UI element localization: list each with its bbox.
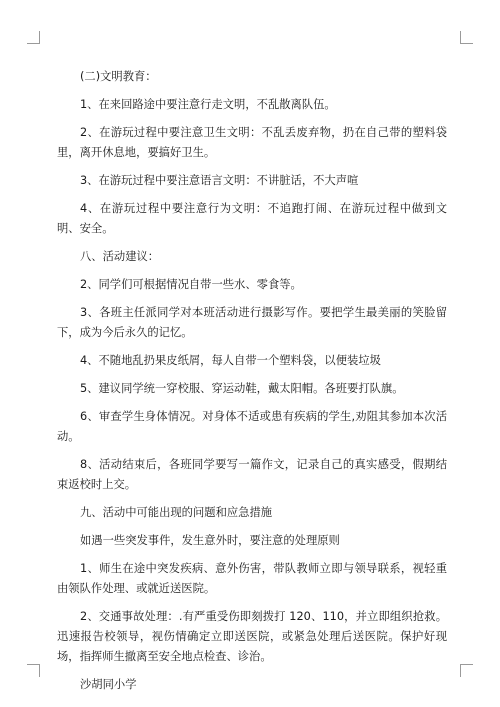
paragraph: 3、各班主任派同学对本班活动进行摄影写作。要把学生最美丽的笑脸留下，成为今后永久的记忆。 bbox=[57, 306, 447, 339]
section-heading-civility: (二)文明教育： bbox=[80, 70, 157, 83]
section-heading-emergency: 九、活动中可能出现的问题和应急措施 bbox=[80, 506, 273, 519]
paragraph: 4、不随地乱扔果皮纸屑，每人自带一个塑料袋，以便装垃圾 bbox=[80, 354, 381, 367]
crop-mark-top-left bbox=[27, 31, 40, 44]
paragraph: 5、建议同学统一穿校服、穿运动鞋，戴太阳帽。各班要打队旗。 bbox=[80, 382, 404, 395]
paragraph: 1、师生在途中突发疾病、意外伤害，带队教师立即与领导联系，视轻重由领队作处理、或就近送医院。 bbox=[57, 562, 447, 595]
document-body bbox=[57, 67, 447, 703]
paragraph: 1、在来回路途中要注意行走文明，不乱散离队伍。 bbox=[80, 98, 336, 111]
crop-mark-bottom-left bbox=[27, 664, 40, 677]
paragraph: 3、在游玩过程中要注意语言文明：不讲脏话，不大声喧 bbox=[80, 174, 359, 187]
paragraph: 2、在游玩过程中要注意卫生文明：不乱丢废弃物，扔在自己带的塑料袋里，离开休息地，要搞好卫生。 bbox=[57, 126, 447, 159]
paragraph: 2、交通事故处理：.有严重受伤即刻拨打 120、110，并立即组织抢救。 迅速报告校领导，视伤情确定立即送医院，或紧急处理后送医院。保护好现场，指挥师生撤离至安全地点检查、诊治。 bbox=[57, 610, 447, 663]
section-heading-suggestions: 八、活动建议： bbox=[80, 250, 160, 263]
paragraph: 如遇一些突发事件，发生意外时，要注意的处理原则 bbox=[80, 534, 340, 547]
paragraph: 6、审查学生身体情况。对身体不适或患有疾病的学生,劝阻其参加本次活动。 bbox=[57, 410, 447, 443]
crop-mark-bottom-right bbox=[460, 664, 473, 677]
paragraph: 4、在游玩过程中要注意行为文明：不追跑打闹、在游玩过程中做到文明、安全。 bbox=[57, 202, 447, 235]
signature-school-name: 沙胡同小学 bbox=[80, 678, 137, 691]
crop-mark-top-right bbox=[460, 31, 473, 44]
paragraph: 2、同学们可根据情况自带一些水、零食等。 bbox=[80, 278, 302, 291]
paragraph: 8、活动结束后，各班同学要写一篇作文，记录自己的真实感受，假期结束返校时上交。 bbox=[57, 458, 447, 491]
